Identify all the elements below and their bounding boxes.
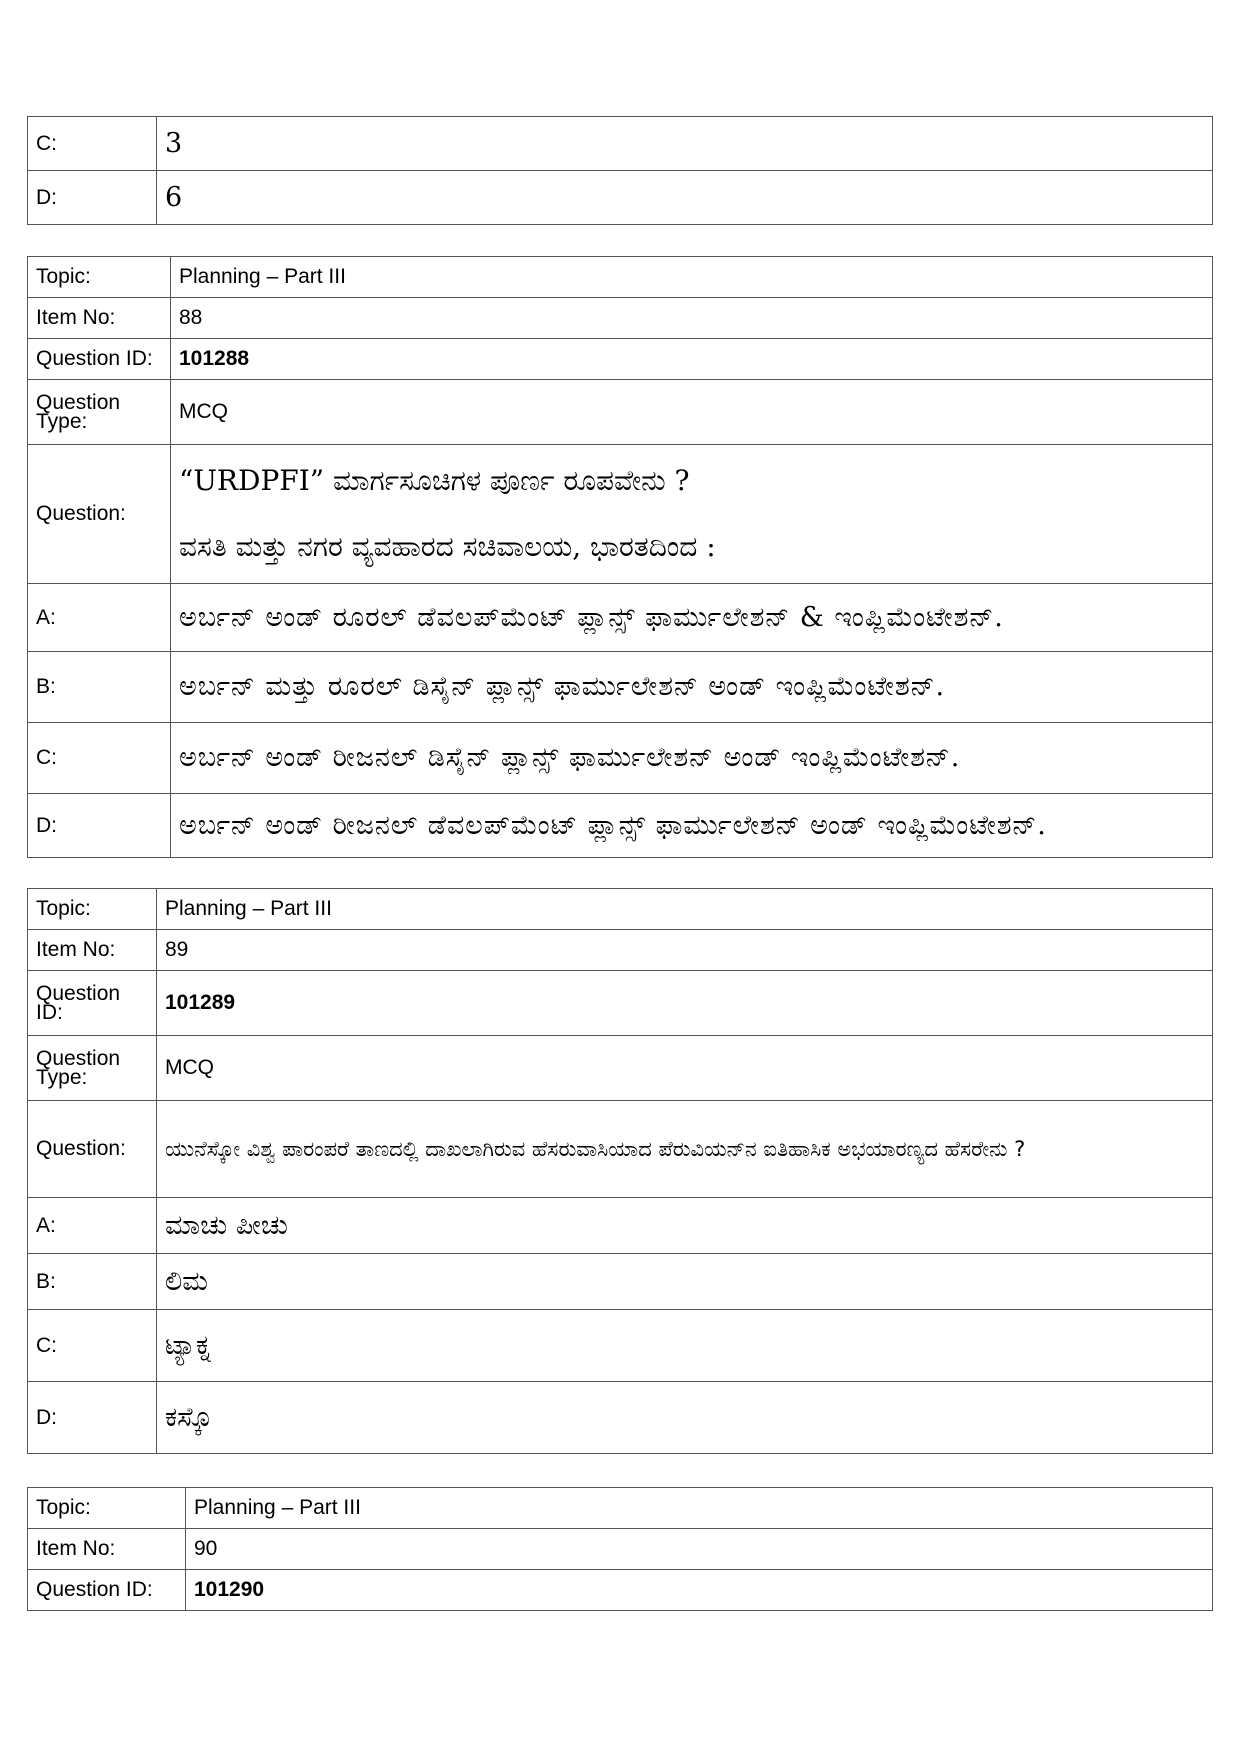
option-text: ಅರ್ಬನ್ ಅಂಡ್ ರೀಜನಲ್ ಡೆವಲಪ್‌ಮೆಂಟ್ ಪ್ಲಾನ್ಸ್ ಫಾರ್ಮುಲೇಶನ್ ಅಂಡ್ ಇಂಪ್ಲಿಮೆಂಟೇಶನ್. [171,794,1213,858]
option-text: ಅರ್ಬನ್ ಅಂಡ್ ರೂರಲ್ ಡೆವಲಪ್‌ಮೆಂಟ್ ಪ್ಲಾನ್ಸ್ ಫಾರ್ಮುಲೇಶನ್ & ಇಂಪ್ಲಿಮೆಂಟೇಶನ್. [171,584,1213,652]
topic-label: Topic: [28,889,157,930]
question-type-row [28,1036,1213,1101]
item-no-value: 90 [186,1529,1213,1570]
question-line-2: ವಸತಿ ಮತ್ತು ನಗರ ವ್ಯವಹಾರದ ಸಚಿವಾಲಯ, ಭಾರತದಿಂದ : [179,530,716,563]
option-text: ಟ್ಯಾಕ್ನ [157,1310,1213,1382]
option-row-c [28,723,1213,794]
question-89-table [27,888,1213,1454]
question-88-table [27,256,1213,858]
option-label: B: [28,1254,157,1310]
question-id-label: Question ID: [28,339,171,380]
option-text: ಮಾಚು ಪೀಚು [157,1198,1213,1254]
topic-value: Planning – Part III [171,257,1213,298]
topic-value: Planning – Part III [186,1488,1213,1529]
option-value: 3 [157,117,1213,171]
option-row-a [28,584,1213,652]
option-row-d [28,171,1213,225]
option-label: A: [28,1198,157,1254]
item-no-row [28,930,1213,971]
item-no-row [28,298,1213,339]
question-label: Question: [28,445,171,584]
question-type-label: Question Type: [28,1036,157,1101]
option-label: D: [28,171,157,225]
option-row-a [28,1198,1213,1254]
option-label: D: [28,1382,157,1454]
topic-row [28,889,1213,930]
question-line-1: “URDPFI” ಮಾರ್ಗಸೂಚಿಗಳ ಪೂರ್ಣ ರೂಪವೇನು ? [179,464,690,497]
option-label: C: [28,1310,157,1382]
topic-label: Topic: [28,1488,186,1529]
option-label: C: [28,723,171,794]
question-label: Question: [28,1101,157,1198]
option-label: B: [28,652,171,723]
item-no-label: Item No: [28,298,171,339]
topic-row [28,257,1213,298]
question-id-row [28,971,1213,1036]
question-id-value: 101290 [186,1570,1213,1611]
option-label: D: [28,794,171,858]
question-text: ಯುನೆಸ್ಕೋ ವಿಶ್ವ ಪಾರಂಪರೆ ತಾಣದಲ್ಲಿ ದಾಖಲಾಗಿರುವ ಹೆಸರುವಾಸಿಯಾದ ಪೆರುವಿಯನ್‌ನ ಐತಿಹಾಸಿಕ ಅಭಯಾರಣ್ಯದ ಹೆಸರೇನು ? [157,1101,1213,1198]
question-id-value: 101288 [171,339,1213,380]
topic-row [28,1488,1213,1529]
item-no-label: Item No: [28,1529,186,1570]
question-text [171,445,1213,584]
option-label: C: [28,117,157,171]
option-label: A: [28,584,171,652]
question-id-label: Question ID: [28,971,157,1036]
option-row-b [28,1254,1213,1310]
question-type-value: MCQ [171,380,1213,445]
option-text: ಕಸ್ಕೊ [157,1382,1213,1454]
option-row-b [28,652,1213,723]
item-no-row [28,1529,1213,1570]
option-value: 6 [157,171,1213,225]
question-id-label: Question ID: [28,1570,186,1611]
question-type-value: MCQ [157,1036,1213,1101]
item-no-value: 89 [157,930,1213,971]
option-text: ಅರ್ಬನ್ ಮತ್ತು ರೂರಲ್ ಡಿಸೈನ್ ಪ್ಲಾನ್ಸ್ ಫಾರ್ಮುಲೇಶನ್ ಅಂಡ್ ಇಂಪ್ಲಿಮೆಂಟೇಶನ್. [171,652,1213,723]
topic-label: Topic: [28,257,171,298]
option-text: ಲಿಮ [157,1254,1213,1310]
question-type-label: Question Type: [28,380,171,445]
option-row-d [28,1382,1213,1454]
question-id-row [28,1570,1213,1611]
prev-question-options-table [27,116,1213,225]
question-type-row [28,380,1213,445]
item-no-label: Item No: [28,930,157,971]
question-90-table [27,1487,1213,1611]
question-row [28,1101,1213,1198]
option-row-c [28,1310,1213,1382]
question-id-value: 101289 [157,971,1213,1036]
option-row-c [28,117,1213,171]
topic-value: Planning – Part III [157,889,1213,930]
item-no-value: 88 [171,298,1213,339]
question-row [28,445,1213,584]
option-row-d [28,794,1213,858]
question-id-row [28,339,1213,380]
option-text: ಅರ್ಬನ್ ಅಂಡ್ ರೀಜನಲ್ ಡಿಸೈನ್ ಪ್ಲಾನ್ಸ್ ಫಾರ್ಮುಲೇಶನ್ ಅಂಡ್ ಇಂಪ್ಲಿಮೆಂಟೇಶನ್. [171,723,1213,794]
